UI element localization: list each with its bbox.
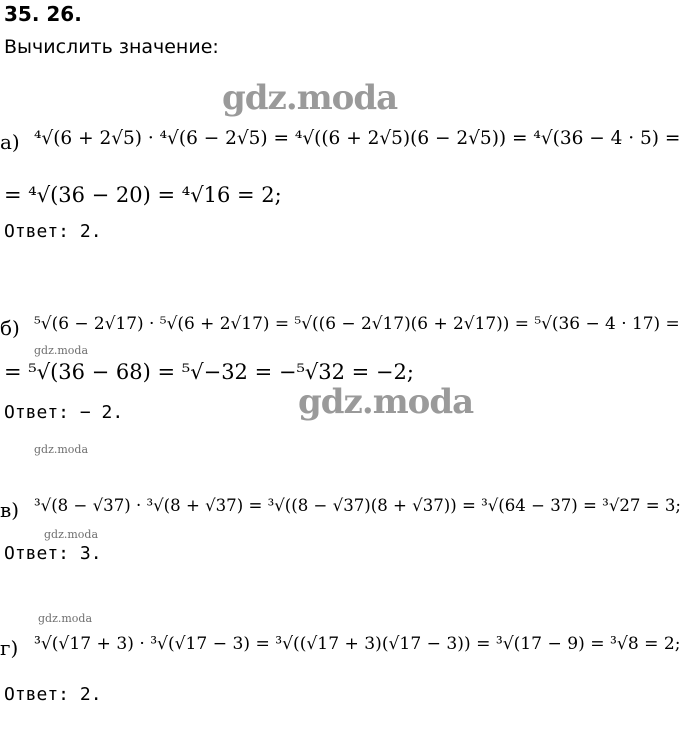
problem-a-line-2: = ⁴√(36 − 20) = ⁴√16 = 2; [4, 183, 282, 207]
problem-a-line-1: ⁴√(6 + 2√5) · ⁴√(6 − 2√5) = ⁴√((6 + 2√5)(6 − 2√5)) = ⁴√(36 − 4 · 5) = [34, 128, 681, 149]
watermark-large: gdz.moda [298, 382, 474, 422]
problem-c-line-1: ³√(8 − √37) · ³√(8 + √37) = ³√((8 − √37)(8 + √37)) = ³√(64 − 37) = ³√27 = 3; [34, 496, 681, 515]
problem-d-label: г) [0, 636, 19, 660]
problem-a-label: а) [0, 130, 20, 154]
problem-b-line-2: = ⁵√(36 − 68) = ⁵√−32 = −⁵√32 = −2; [4, 360, 414, 384]
watermark-small: gdz.moda [34, 344, 89, 357]
problem-c-label: в) [0, 498, 20, 522]
task-instruction: Вычислить значение: [4, 36, 219, 58]
watermark-large: gdz.moda [222, 78, 398, 118]
problem-d-line-1: ³√(√17 + 3) · ³√(√17 − 3) = ³√((√17 + 3)(√17 − 3)) = ³√(17 − 9) = ³√8 = 2; [34, 634, 681, 654]
watermark-small: gdz.moda [34, 443, 89, 456]
page-title: 35. 26. [4, 2, 82, 26]
problem-b-label: б) [0, 316, 20, 340]
watermark-small: gdz.moda [38, 612, 93, 625]
problem-d-answer: Ответ: 2. [4, 684, 102, 705]
problem-c-answer: Ответ: 3. [4, 543, 102, 564]
problem-a-answer: Ответ: 2. [4, 221, 102, 242]
watermark-small: gdz.moda [44, 528, 99, 541]
problem-b-answer: Ответ: − 2. [4, 402, 124, 423]
problem-b-line-1: ⁵√(6 − 2√17) · ⁵√(6 + 2√17) = ⁵√((6 − 2√17)(6 + 2√17)) = ⁵√(36 − 4 · 17) = [34, 313, 680, 333]
